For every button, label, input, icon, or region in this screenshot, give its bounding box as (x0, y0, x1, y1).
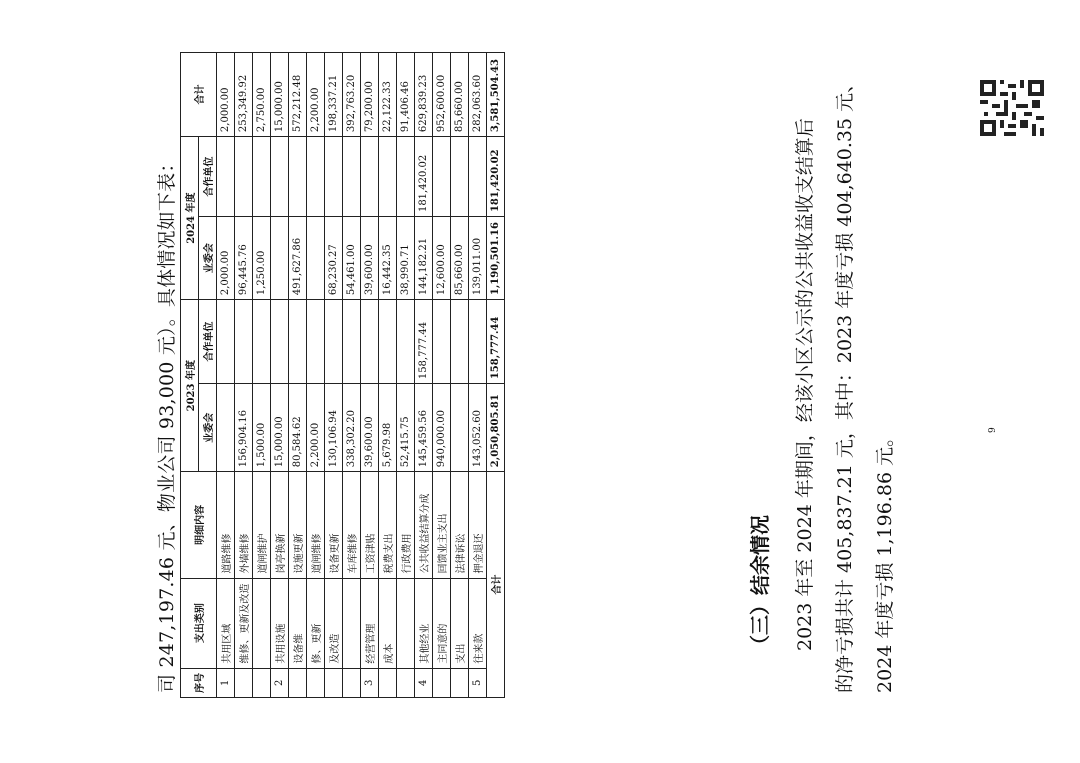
table-cell-category (253, 578, 271, 668)
total-cell-a: 2,050,805.81 (487, 384, 505, 472)
table-cell-b (307, 300, 325, 384)
table-cell-c: 144,182.21 (415, 217, 433, 300)
table-cell-b (253, 300, 271, 384)
table-cell-a: 2,200.00 (307, 384, 325, 472)
table-row (415, 53, 433, 698)
table-cell-c: 39,600.00 (361, 217, 379, 300)
table-cell-category: 修、更新 (307, 578, 325, 668)
table-cell-b (397, 300, 415, 384)
table-cell-c: 16,442.35 (379, 217, 397, 300)
table-cell-e: 2,200.00 (307, 53, 325, 137)
table-cell-category: 设备维 (289, 578, 307, 668)
table-cell-e: 2,750.00 (253, 53, 271, 137)
table-cell-c: 96,445.76 (235, 217, 253, 300)
table-total-row (487, 53, 505, 698)
table-cell-e: 79,200.00 (361, 53, 379, 137)
table-cell-c (307, 217, 325, 300)
table-cell-a: 5,679.98 (379, 384, 397, 472)
table-cell-no (235, 668, 253, 697)
table-row (253, 53, 271, 698)
page-number: 9 (988, 427, 998, 433)
table-cell-no: 2 (271, 668, 289, 697)
total-label: 合计 (487, 472, 505, 698)
table-cell-no (451, 668, 469, 697)
table-cell-c: 68,230.27 (325, 217, 343, 300)
table-cell-category: 共用设施 (271, 578, 289, 668)
table-cell-c: 85,660.00 (451, 217, 469, 300)
table-cell-e: 629,839.23 (415, 53, 433, 137)
table-cell-d (307, 137, 325, 217)
table-cell-d (433, 137, 451, 217)
table-cell-e: 253,349.92 (235, 53, 253, 137)
total-cell-b: 158,777.44 (487, 300, 505, 384)
table-row (379, 53, 397, 698)
table-cell-category: 共用区域 (217, 578, 235, 668)
table-cell-category: 其他经业 (415, 578, 433, 668)
header-2023-partner: 合作单位 (199, 300, 217, 384)
table-cell-c: 491,627.86 (289, 217, 307, 300)
table-cell-e: 85,660.00 (451, 53, 469, 137)
table-cell-no: 5 (469, 668, 487, 697)
table-cell-d (361, 137, 379, 217)
table-cell-a: 338,302.20 (343, 384, 361, 472)
table-cell-item: 回馈业主支出 (433, 472, 451, 578)
table-cell-b (271, 300, 289, 384)
table-cell-d (469, 137, 487, 217)
table-cell-d (235, 137, 253, 217)
table-cell-a: 39,600.00 (361, 384, 379, 472)
table-cell-e: 91,406.46 (397, 53, 415, 137)
table-cell-item: 税费支出 (379, 472, 397, 578)
table-row (235, 53, 253, 698)
table-cell-a: 15,000.00 (271, 384, 289, 472)
table-cell-d: 181,420.02 (415, 137, 433, 217)
table-cell-category: 及改造 (325, 578, 343, 668)
table-cell-d (271, 137, 289, 217)
total-cell-d: 181,420.02 (487, 137, 505, 217)
table-cell-b (343, 300, 361, 384)
table-cell-d (325, 137, 343, 217)
table-row (325, 53, 343, 698)
table-body (217, 53, 505, 698)
table-cell-no (397, 668, 415, 697)
table-cell-e: 2,000.00 (217, 53, 235, 137)
table-cell-no: 4 (415, 668, 433, 697)
table-cell-a: 52,415.75 (397, 384, 415, 472)
table-cell-a (217, 384, 235, 472)
table-cell-b (325, 300, 343, 384)
table-cell-item: 设备更新 (325, 472, 343, 578)
table-cell-a: 80,584.62 (289, 384, 307, 472)
table-cell-d (379, 137, 397, 217)
paragraph-line-1: 2023 年至 2024 年期间，经该小区公示的公共收益收支结算后 (794, 118, 816, 651)
table-cell-c: 2,000.00 (217, 217, 235, 300)
table-row (343, 53, 361, 698)
table-cell-category (397, 578, 415, 668)
table-cell-item: 道路维修 (217, 472, 235, 578)
table-cell-item: 车库维修 (343, 472, 361, 578)
table-cell-b (469, 300, 487, 384)
table-cell-b (361, 300, 379, 384)
table-cell-category (343, 578, 361, 668)
header-item: 明细内容 (181, 472, 217, 578)
table-row (361, 53, 379, 698)
table-cell-no (325, 668, 343, 697)
table-cell-category: 支出 (451, 578, 469, 668)
table-cell-item: 岗亭换新 (271, 472, 289, 578)
table-cell-e: 572,212.48 (289, 53, 307, 137)
table-cell-no (289, 668, 307, 697)
table-cell-e: 282,063.60 (469, 53, 487, 137)
table-cell-no (343, 668, 361, 697)
table-cell-e: 22,122.33 (379, 53, 397, 137)
table-cell-item: 外墙维修 (235, 472, 253, 578)
total-cell-e: 3,581,504.43 (487, 53, 505, 137)
table-cell-b (433, 300, 451, 384)
table-cell-no (253, 668, 271, 697)
header-2023-committee: 业委会 (199, 384, 217, 472)
table-cell-b (451, 300, 469, 384)
table-cell-item: 押金退还 (469, 472, 487, 578)
table-cell-d (253, 137, 271, 217)
table-cell-a: 145,459.56 (415, 384, 433, 472)
section-title: （三）结余情况 (748, 515, 772, 655)
table-cell-c (271, 217, 289, 300)
table-row (469, 53, 487, 698)
table-cell-category: 成本 (379, 578, 397, 668)
table-cell-no (379, 668, 397, 697)
table-row (451, 53, 469, 698)
table-cell-d (217, 137, 235, 217)
total-cell-c: 1,190,501.16 (487, 217, 505, 300)
table-cell-b (235, 300, 253, 384)
table-cell-e: 198,337.21 (325, 53, 343, 137)
table-cell-d (397, 137, 415, 217)
header-2024-committee: 业委会 (199, 217, 217, 300)
table-cell-category: 主同意的 (433, 578, 451, 668)
table-cell-d (451, 137, 469, 217)
table-cell-a: 1,500.00 (253, 384, 271, 472)
table-cell-a: 130,106.94 (325, 384, 343, 472)
header-total: 合计 (181, 53, 217, 137)
table-row (289, 53, 307, 698)
table-cell-c: 12,600.00 (433, 217, 451, 300)
table-cell-c: 38,990.71 (397, 217, 415, 300)
table-row (217, 53, 235, 698)
table-cell-b (289, 300, 307, 384)
paragraph-line-3: 2024 年度亏损 1,196.86 元。 (874, 427, 896, 693)
table-cell-e: 392,763.20 (343, 53, 361, 137)
expenditure-table (180, 52, 505, 698)
table-cell-item: 工资津贴 (361, 472, 379, 578)
table-row (307, 53, 325, 698)
paragraph-line-2: 的净亏损共计 405,837.21 元，其中：2023 年度亏损 404,640.35 元、 (834, 73, 856, 693)
table-cell-d (343, 137, 361, 217)
header-no: 序号 (181, 668, 217, 697)
qr-code-icon (980, 80, 1044, 136)
table-cell-e: 15,000.00 (271, 53, 289, 137)
table-cell-e: 952,600.00 (433, 53, 451, 137)
table-cell-c: 54,461.00 (343, 217, 361, 300)
table-cell-item: 设施更新 (289, 472, 307, 578)
table-cell-no (307, 668, 325, 697)
table-cell-b (379, 300, 397, 384)
table-row (271, 53, 289, 698)
table-cell-d (289, 137, 307, 217)
intro-line: 司 247,197.46 元、物业公司 93,000 元）。具体情况如下表： (156, 153, 178, 693)
table-cell-a: 940,000.00 (433, 384, 451, 472)
table-cell-item: 公共收益结算分成 (415, 472, 433, 578)
table-cell-category: 经营管理 (361, 578, 379, 668)
header-2024-partner: 合作单位 (199, 137, 217, 217)
table-cell-a: 156,904.16 (235, 384, 253, 472)
table-cell-item: 道闸维修 (307, 472, 325, 578)
table-row (397, 53, 415, 698)
table-cell-item: 行政费用 (397, 472, 415, 578)
header-category: 支出类别 (181, 578, 217, 668)
table-cell-c: 139,011.00 (469, 217, 487, 300)
table-cell-no (433, 668, 451, 697)
header-2024: 2024 年度 (181, 137, 199, 300)
table-cell-b: 158,777.44 (415, 300, 433, 384)
table-cell-b (217, 300, 235, 384)
table-row (433, 53, 451, 698)
table-cell-item: 道闸维护 (253, 472, 271, 578)
table-cell-category: 往来款 (469, 578, 487, 668)
table-cell-c: 1,250.00 (253, 217, 271, 300)
header-2023: 2023 年度 (181, 300, 199, 472)
table-cell-a: 143,052.60 (469, 384, 487, 472)
table-cell-no: 1 (217, 668, 235, 697)
table-cell-no: 3 (361, 668, 379, 697)
table-cell-category: 维修、更新及改造 (235, 578, 253, 668)
table-cell-item: 法律诉讼 (451, 472, 469, 578)
table-cell-a (451, 384, 469, 472)
